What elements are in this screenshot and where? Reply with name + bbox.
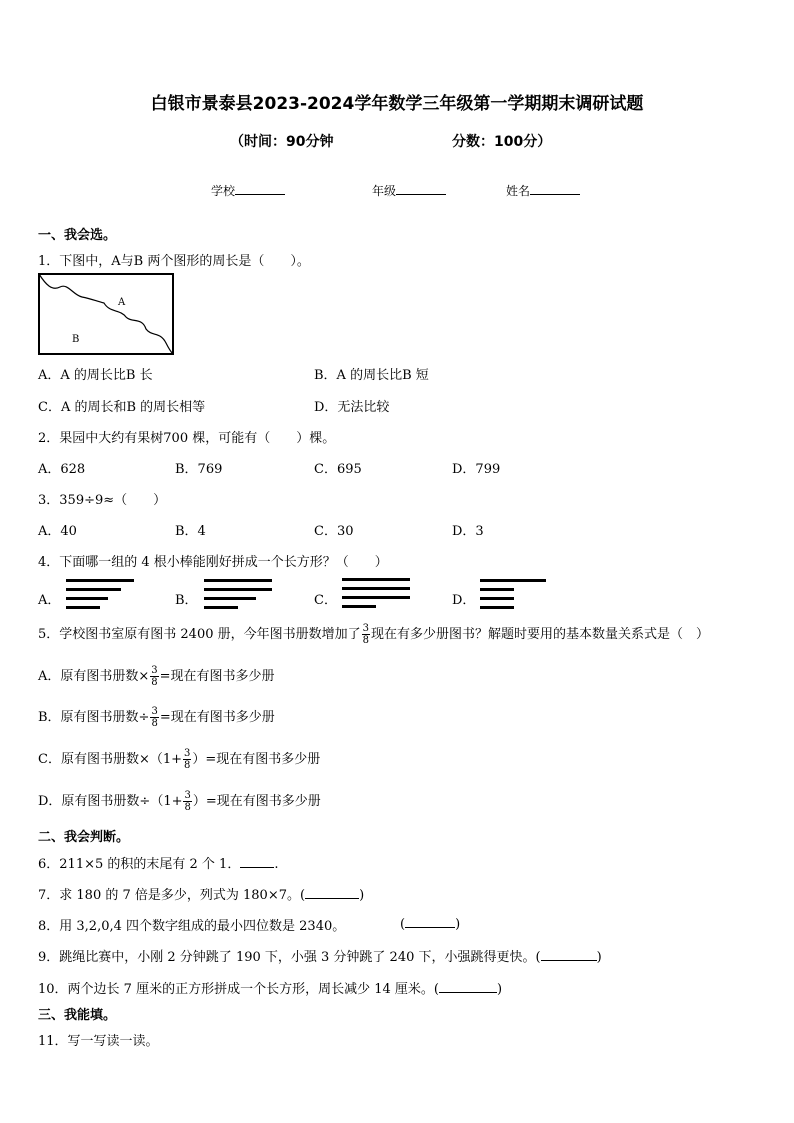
stick bbox=[342, 596, 410, 599]
fraction-three-eighths bbox=[183, 748, 191, 771]
fraction-numerator: 3 bbox=[151, 706, 158, 717]
figure-curve bbox=[39, 274, 173, 354]
section-3-heading: 三、我能填。 bbox=[38, 1008, 117, 1023]
question-11: 11．写一写读一读。 bbox=[38, 1034, 159, 1049]
question-10 bbox=[38, 978, 502, 997]
section-1-heading: 一、我会选。 bbox=[38, 228, 117, 243]
q5-stem-post: 现在有多少册图书？解题时要用的基本数量关系式是（ ） bbox=[371, 627, 710, 642]
fraction-denominator: 8 bbox=[184, 802, 191, 813]
q5-option-c-post: ）=现在有图书多少册 bbox=[192, 752, 321, 767]
exam-score: 分数：100分） bbox=[452, 134, 552, 150]
stick bbox=[342, 605, 376, 608]
q2-option-b[interactable]: B．769 bbox=[175, 462, 223, 477]
q4-option-a-label[interactable]: A． bbox=[38, 593, 61, 608]
exam-time: （时间：90分钟 bbox=[230, 134, 334, 150]
q1-option-c[interactable]: C．A 的周长和B 的周长相等 bbox=[38, 400, 206, 415]
stick bbox=[204, 606, 238, 609]
fraction-denominator: 8 bbox=[151, 718, 158, 729]
stick bbox=[66, 579, 134, 582]
stick bbox=[480, 579, 546, 582]
question-7-text: 7．求 180 的 7 倍是多少，列式为 180×7。( bbox=[38, 888, 306, 903]
stick bbox=[204, 588, 272, 591]
q5-option-a-post: =现在有图书多少册 bbox=[159, 669, 275, 684]
q1-option-a[interactable]: A．A 的周长比B 长 bbox=[38, 368, 153, 383]
name-field bbox=[506, 182, 580, 199]
fraction-numerator: 3 bbox=[184, 748, 191, 759]
q4-option-c-label[interactable]: C． bbox=[314, 593, 337, 608]
stick bbox=[480, 588, 514, 591]
grade-label: 年级 bbox=[372, 184, 397, 198]
question-8-answer bbox=[400, 915, 460, 932]
q4-option-d-label[interactable]: D． bbox=[452, 593, 476, 608]
q5-option-b-pre: B．原有图书册数÷ bbox=[38, 710, 150, 725]
q8-answer-blank[interactable] bbox=[405, 915, 455, 928]
stick bbox=[342, 587, 410, 590]
question-6 bbox=[38, 853, 278, 872]
fraction-numerator: 3 bbox=[362, 623, 369, 634]
fraction-denominator: 8 bbox=[151, 677, 158, 688]
fraction-three-eighths bbox=[183, 790, 191, 813]
question-1-figure bbox=[38, 273, 175, 357]
school-blank[interactable] bbox=[235, 182, 285, 195]
question-7 bbox=[38, 884, 364, 903]
q5-option-d[interactable] bbox=[38, 790, 321, 813]
q5-option-d-pre: D．原有图书册数÷（1+ bbox=[38, 794, 183, 809]
q4-option-b-sticks bbox=[204, 579, 276, 615]
question-10-close: ) bbox=[496, 982, 503, 997]
q7-answer-blank[interactable] bbox=[305, 886, 359, 899]
question-5-stem bbox=[38, 623, 709, 646]
question-6-end: . bbox=[274, 857, 279, 872]
q3-option-d[interactable]: D．3 bbox=[452, 524, 484, 539]
fraction-numerator: 3 bbox=[151, 665, 158, 676]
question-6-text: 6．211×5 的积的末尾有 2 个 1． bbox=[38, 857, 241, 872]
q5-stem-pre: 5．学校图书室原有图书 2400 册，今年图书册数增加了 bbox=[38, 627, 361, 642]
name-label: 姓名 bbox=[506, 184, 531, 198]
q10-answer-blank[interactable] bbox=[439, 980, 497, 993]
stick bbox=[480, 606, 514, 609]
stick bbox=[342, 578, 410, 581]
stick bbox=[66, 597, 108, 600]
figure-label-b: B bbox=[72, 334, 80, 345]
question-8-close: ) bbox=[455, 917, 461, 932]
school-field bbox=[211, 182, 285, 199]
fraction-denominator: 8 bbox=[184, 760, 191, 771]
q4-option-a-sticks bbox=[66, 579, 136, 615]
fraction-three-eighths bbox=[362, 623, 370, 646]
q4-option-b-label[interactable]: B． bbox=[175, 593, 198, 608]
q3-option-b[interactable]: B．4 bbox=[175, 524, 206, 539]
fraction-three-eighths bbox=[150, 665, 158, 688]
school-label: 学校 bbox=[211, 184, 236, 198]
stick bbox=[480, 597, 514, 600]
question-10-text: 10．两个边长 7 厘米的正方形拼成一个长方形，周长减少 14 厘米。( bbox=[38, 982, 439, 997]
figure-label-a: A bbox=[118, 297, 126, 308]
q5-option-a-pre: A．原有图书册数× bbox=[38, 669, 150, 684]
question-9 bbox=[38, 946, 602, 965]
stick bbox=[204, 597, 256, 600]
stick bbox=[66, 588, 121, 591]
question-7-close: ) bbox=[359, 888, 365, 903]
stick bbox=[204, 579, 272, 582]
q5-option-c[interactable] bbox=[38, 748, 320, 771]
q5-option-b[interactable] bbox=[38, 706, 275, 729]
question-8-open: ( bbox=[400, 917, 406, 932]
q5-option-b-post: =现在有图书多少册 bbox=[159, 710, 275, 725]
q2-option-d[interactable]: D．799 bbox=[452, 462, 501, 477]
stick bbox=[66, 606, 100, 609]
q4-option-d-sticks bbox=[480, 579, 550, 615]
section-2-heading: 二、我会判断。 bbox=[38, 830, 130, 845]
q1-option-b[interactable]: B．A 的周长比B 短 bbox=[314, 368, 429, 383]
q2-option-a[interactable]: A．628 bbox=[38, 462, 86, 477]
q2-option-c[interactable]: C．695 bbox=[314, 462, 362, 477]
grade-field bbox=[372, 182, 446, 199]
question-9-text: 9．跳绳比赛中，小刚 2 分钟跳了 190 下，小强 3 分钟跳了 240 下，小强跳得更快。( bbox=[38, 950, 541, 965]
name-blank[interactable] bbox=[530, 182, 580, 195]
question-9-close: ) bbox=[596, 950, 602, 965]
grade-blank[interactable] bbox=[396, 182, 446, 195]
question-3-stem: 3．359÷9≈（ ） bbox=[38, 493, 167, 508]
q4-option-c-sticks bbox=[342, 578, 412, 614]
q3-option-a[interactable]: A．40 bbox=[38, 524, 77, 539]
q1-option-d[interactable]: D．无法比较 bbox=[314, 400, 390, 415]
fraction-three-eighths bbox=[150, 706, 158, 729]
q3-option-c[interactable]: C．30 bbox=[314, 524, 354, 539]
question-8-text: 8．用 3,2,0,4 四个数字组成的最小四位数是 2340。 bbox=[38, 919, 346, 934]
question-4-stem: 4．下面哪一组的 4 根小棒能刚好拼成一个长方形？（ ） bbox=[38, 555, 388, 570]
q5-option-c-pre: C．原有图书册数×（1+ bbox=[38, 752, 183, 767]
question-1-stem: 1．下图中，A与B 两个图形的周长是（ ）。 bbox=[38, 254, 310, 269]
fraction-numerator: 3 bbox=[184, 790, 191, 801]
q6-answer-blank[interactable] bbox=[240, 855, 274, 868]
question-2-stem: 2．果园中大约有果树700 棵，可能有（ ）棵。 bbox=[38, 431, 336, 446]
page-title: 白银市景泰县2023-2024学年数学三年级第一学期期末调研试题 bbox=[150, 94, 644, 114]
q5-option-d-post: ）=现在有图书多少册 bbox=[192, 794, 321, 809]
q9-answer-blank[interactable] bbox=[541, 948, 597, 961]
figure-rectangle bbox=[39, 274, 173, 354]
fraction-denominator: 8 bbox=[362, 635, 369, 646]
q5-option-a[interactable] bbox=[38, 665, 275, 688]
